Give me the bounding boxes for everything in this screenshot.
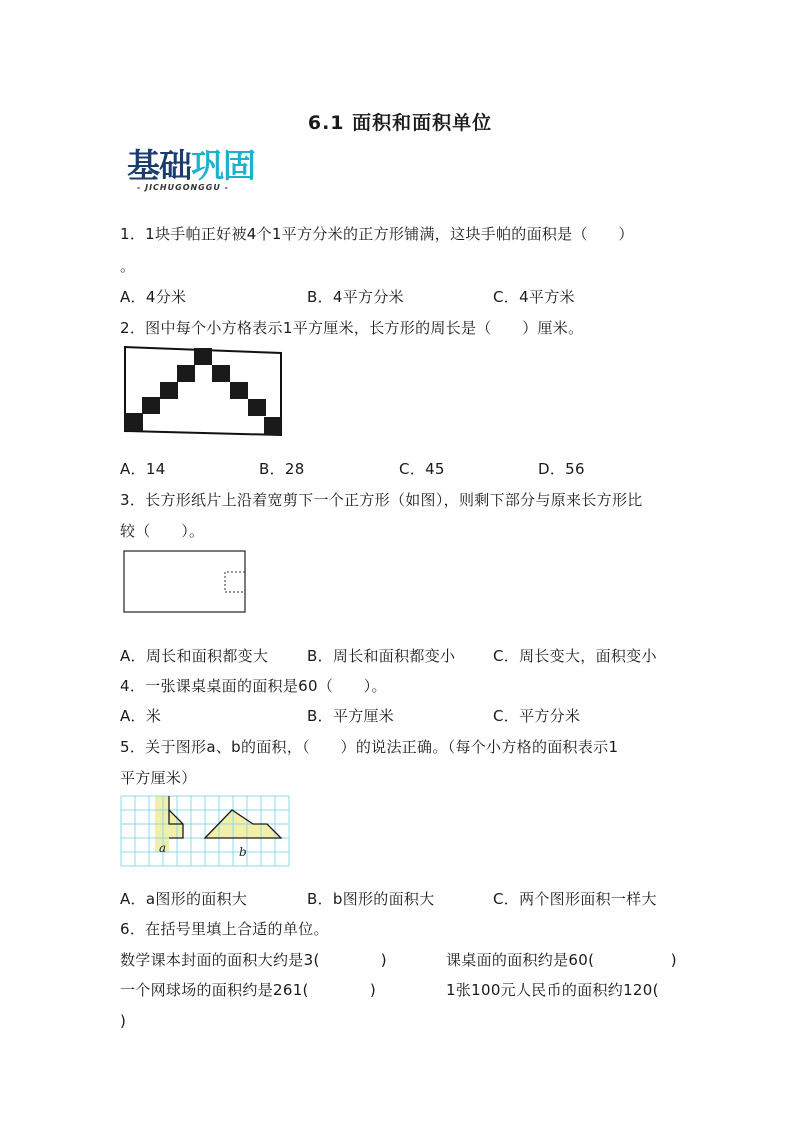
page-title: 6.1 面积和面积单位 [307, 112, 493, 134]
q5-option-c[interactable]: C．两个图形面积一样大 [493, 890, 657, 908]
q3-option-a[interactable]: A．周长和面积都变大 [120, 647, 269, 665]
q4-option-b[interactable]: B．平方厘米 [307, 707, 395, 725]
q5-label-a: a [159, 841, 167, 855]
q4-option-a[interactable]: A．米 [120, 707, 162, 725]
section-banner [127, 148, 255, 192]
q3-rectangle [124, 551, 245, 612]
q4-option-c[interactable]: C．平方分米 [493, 707, 581, 725]
q3-cut-square [225, 572, 245, 592]
q2-option-a[interactable]: A．14 [120, 460, 166, 478]
q2-option-b[interactable]: B．28 [259, 460, 305, 478]
q3-stem-line1: 3．长方形纸片上沿着宽剪下一个正方形（如图），则剩下部分与原来长方形比 [120, 491, 643, 509]
q1-option-c[interactable]: C．4平方米 [493, 288, 575, 306]
q3-option-c[interactable]: C．周长变大，面积变小 [493, 647, 657, 665]
q1-stem-line2: 。 [120, 257, 136, 275]
q6-item-banknote-close: ) [120, 1012, 127, 1030]
q3-option-b[interactable]: B．周长和面积都变小 [307, 647, 456, 665]
banner-part1: 基础 [127, 146, 191, 185]
q5-stem-line1: 5．关于图形a、b的面积，（ ）的说法正确。（每个小方格的面积表示1 [120, 738, 619, 756]
banner-part2: 巩固 [191, 146, 255, 185]
q5-grid-figure [121, 796, 289, 876]
q5-stem-line2: 平方厘米） [120, 769, 197, 787]
q6-item-desk[interactable]: 课桌面的面积约是60( ) [446, 951, 677, 969]
q1-option-b[interactable]: B．4平方分米 [307, 288, 404, 306]
q4-stem: 4．一张课桌桌面的面积是60（ ）。 [120, 677, 387, 695]
q5-option-b[interactable]: B．b图形的面积大 [307, 890, 435, 908]
q2-option-d[interactable]: D．56 [538, 460, 585, 478]
banner-title [127, 148, 255, 184]
q1-stem-line1: 1．1块手帕正好被4个1平方分米的正方形铺满，这块手帕的面积是（ ） [120, 225, 634, 243]
q6-item-tennis-court[interactable]: 一个网球场的面积约是261( ) [120, 981, 377, 999]
q5-option-a[interactable]: A．a图形的面积大 [120, 890, 248, 908]
q3-rectangle-figure [123, 550, 247, 614]
q5-label-b: b [239, 845, 247, 859]
q3-stem-line2: 较（ ）。 [120, 522, 205, 540]
q2-stem: 2．图中每个小方格表示1平方厘米，长方形的周长是（ ）厘米。 [120, 319, 584, 337]
q6-stem: 6．在括号里填上合适的单位。 [120, 920, 329, 938]
q6-item-textbook[interactable]: 数学课本封面的面积大约是3( ) [120, 951, 387, 969]
q2-staircase-figure [122, 345, 284, 437]
banner-subtitle: - JICHUGONGGU - [137, 183, 229, 192]
q1-option-a[interactable]: A．4分米 [120, 288, 187, 306]
q6-item-banknote[interactable]: 1张100元人民币的面积约120( [446, 981, 659, 999]
q2-option-c[interactable]: C．45 [399, 460, 445, 478]
